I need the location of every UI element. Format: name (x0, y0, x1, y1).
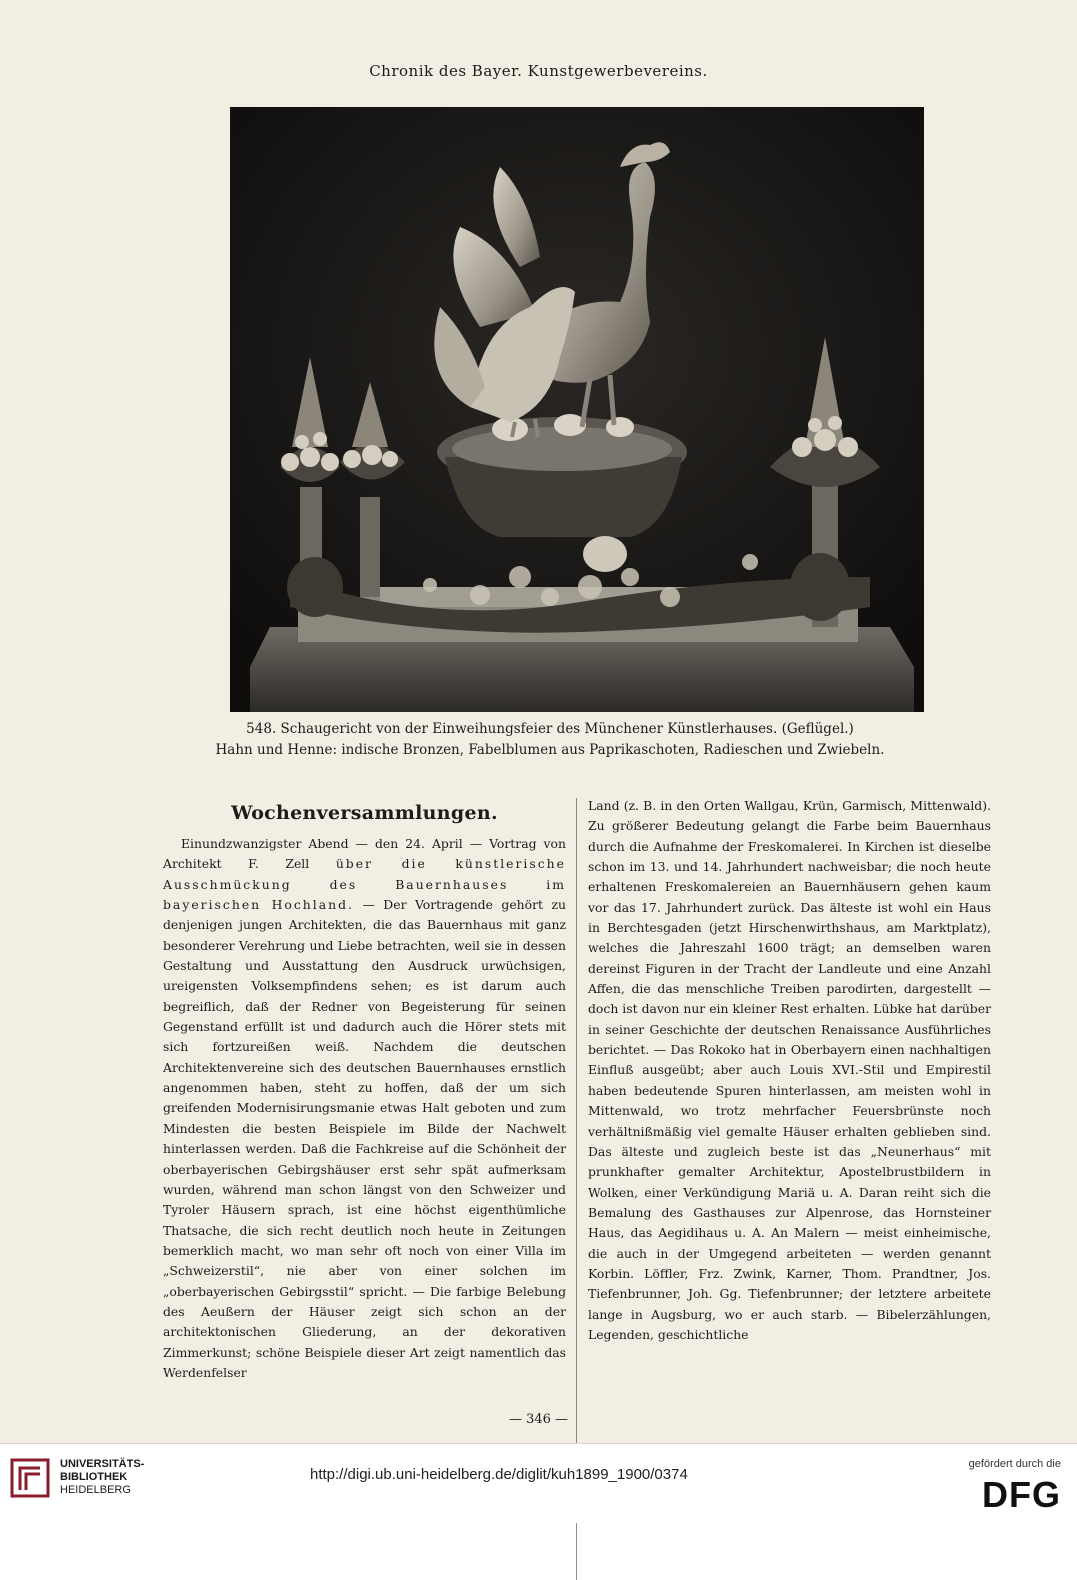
institution-line-2: BIBLIOTHEK (60, 1471, 128, 1483)
caption-line-1: 548. Schaugericht von der Einweihungsfeier des Münchener Künstlerhauses. (Geflügel.) (246, 721, 854, 737)
page-number: — 346 — (508, 1412, 569, 1427)
funded-by-label: gefördert durch die (968, 1458, 1061, 1470)
source-url-link[interactable]: http://digi.ub.uni-heidelberg.de/diglit/kuh1899_1900/0374 (310, 1466, 688, 1483)
section-heading: Wochenversammlungen. (231, 802, 498, 824)
text-column-right (588, 796, 991, 1345)
paragraph-right: Land (z. B. in den Orten Wallgau, Krün, Garmisch, Mittenwald). Zu größerer Bedeutung gelangt die Farbe beim Bauernhaus durch die Aufnahme der Freskomalerei. In Kirchen ist dieselbe schon im 13. und 14. Jahrhundert nachweisbar; die noch heute erhaltenen Freskomalereien an Bauernhäusern gehen kaum vor das 17. Jahrhundert zurück. Das älteste ist wohl ein Haus in Berchtesgaden (jetzt Hirschenwirthshaus, am Marktplatz), welches die Jahreszahl 1600 trägt; an demselben waren dereinst Figuren in der Tracht der Landleute und eine Anzahl Affen, die das menschliche Treiben parodirten, dargestellt — doch ist davon nur ein kleiner Rest erhalten. Lübke hat darüber in seiner Geschichte der deutschen Renaissance Ausführliches berichtet. — Das Rokoko hat in Oberbayern einen nachhaltigen Einfluß ausgeübt; aber auch Louis XVI.-Stil und Empirestil haben bedeutende Spuren hinterlassen, am meisten wohl in Mittenwald, wo trotz mehrfacher Feuersbrünste noch verhältnißmäßig viel gemalte Häuser erhalten geblieben sind. Das älteste und zugleich beste ist das „Neunerhaus“ mit prunkhafter gemalter Architektur, Apostelbrustbildern in Wolken, einer Verkündigung Mariä u. A. Daran reiht sich die Bemalung des Gasthauses zur Alpenrose, das Hornsteiner Haus, das Aegidihaus u. A. An Malern — meist einheimische, die auch in der Umgegend arbeiteten — werden genannt Korbin. Löffler, Frz. Zwink, Karner, Thom. Prandtner, Jos. Tiefenbrunner, Joh. Gg. Tiefenbrunner; der letztere arbeitete lange in Augsburg, wo er auch starb. — Bibelerzählungen, Legenden, geschichtliche (588, 798, 991, 1342)
paragraph-left (163, 834, 566, 1383)
figure-caption (190, 719, 910, 761)
caption-line-2: Hahn und Henne: indische Bronzen, Fabelblumen aus Paprikaschoten, Radieschen und Zwiebeln. (215, 742, 885, 758)
intro-text: Einundzwanzigster Abend — den 24. April — Vortrag von Architekt F. Zell (163, 836, 566, 872)
running-title: Chronik des Bayer. Kunstgewerbevereins. (369, 62, 708, 80)
figure-photograph (230, 107, 924, 712)
digitization-footer (0, 1443, 1077, 1523)
photo-illustration (230, 107, 924, 712)
lecture-topic: über die künstlerische Ausschmückung des Bauernhauses im bayerischen Hochland. (163, 856, 566, 913)
university-logo-icon (10, 1458, 50, 1498)
institution-line-1: UNIVERSITÄTS- (60, 1458, 145, 1470)
institution-name (60, 1458, 144, 1497)
body-text-left: — Der Vortragende gehört zu denjenigen jungen Architekten, die das Bauernhaus mit ganz besonderer Verehrung und Liebe betrachten, weil sie in dessen Gestaltung und Ausstattung den Ausdruck urwüchsigen, ureigensten Volksempfindens sehen; es ist darum auch begreiflich, daß der Redner von Begeisterung für seinen Gegenstand erfüllt ist und dadurch auch die Hörer stets mit sich fortzureißen weiß. Nachdem die deutschen Architektenvereine sich des deutschen Bauernhauses ernstlich angenommen haben, steht zu hoffen, daß der um sich greifenden Modernisirungsmanie etwas Halt geboten und zum Mindesten die besten Beispiele im Bilde der Nachwelt hinterlassen werden. Daß die Fachkreise auf die Schönheit der oberbayerischen Gebirgshäuser erst sehr spät aufmerksam wurden, während man schon längst von den Schweizer und Tyroler Häusern sprach, ist eine höchst eigenthümliche Thatsache, die sich recht deutlich noch heute in Zeitungen bemerklich macht, wo man sehr oft noch von einer Villa im „Schweizerstil“, nie aber von einer solchen im „oberbayerischen Gebirgsstil“ spricht. — Die farbige Belebung des Aeußern der Häuser zeigt sich schon an der architektonischen Gliederung, an der dekorativen Zimmerkunst; schöne Beispiele dieser Art zeigt namentlich das Werdenfelser (163, 897, 566, 1380)
dfg-logo: DFG (982, 1474, 1061, 1515)
text-column-left (163, 800, 566, 1383)
institution-line-3: HEIDELBERG (60, 1484, 131, 1496)
